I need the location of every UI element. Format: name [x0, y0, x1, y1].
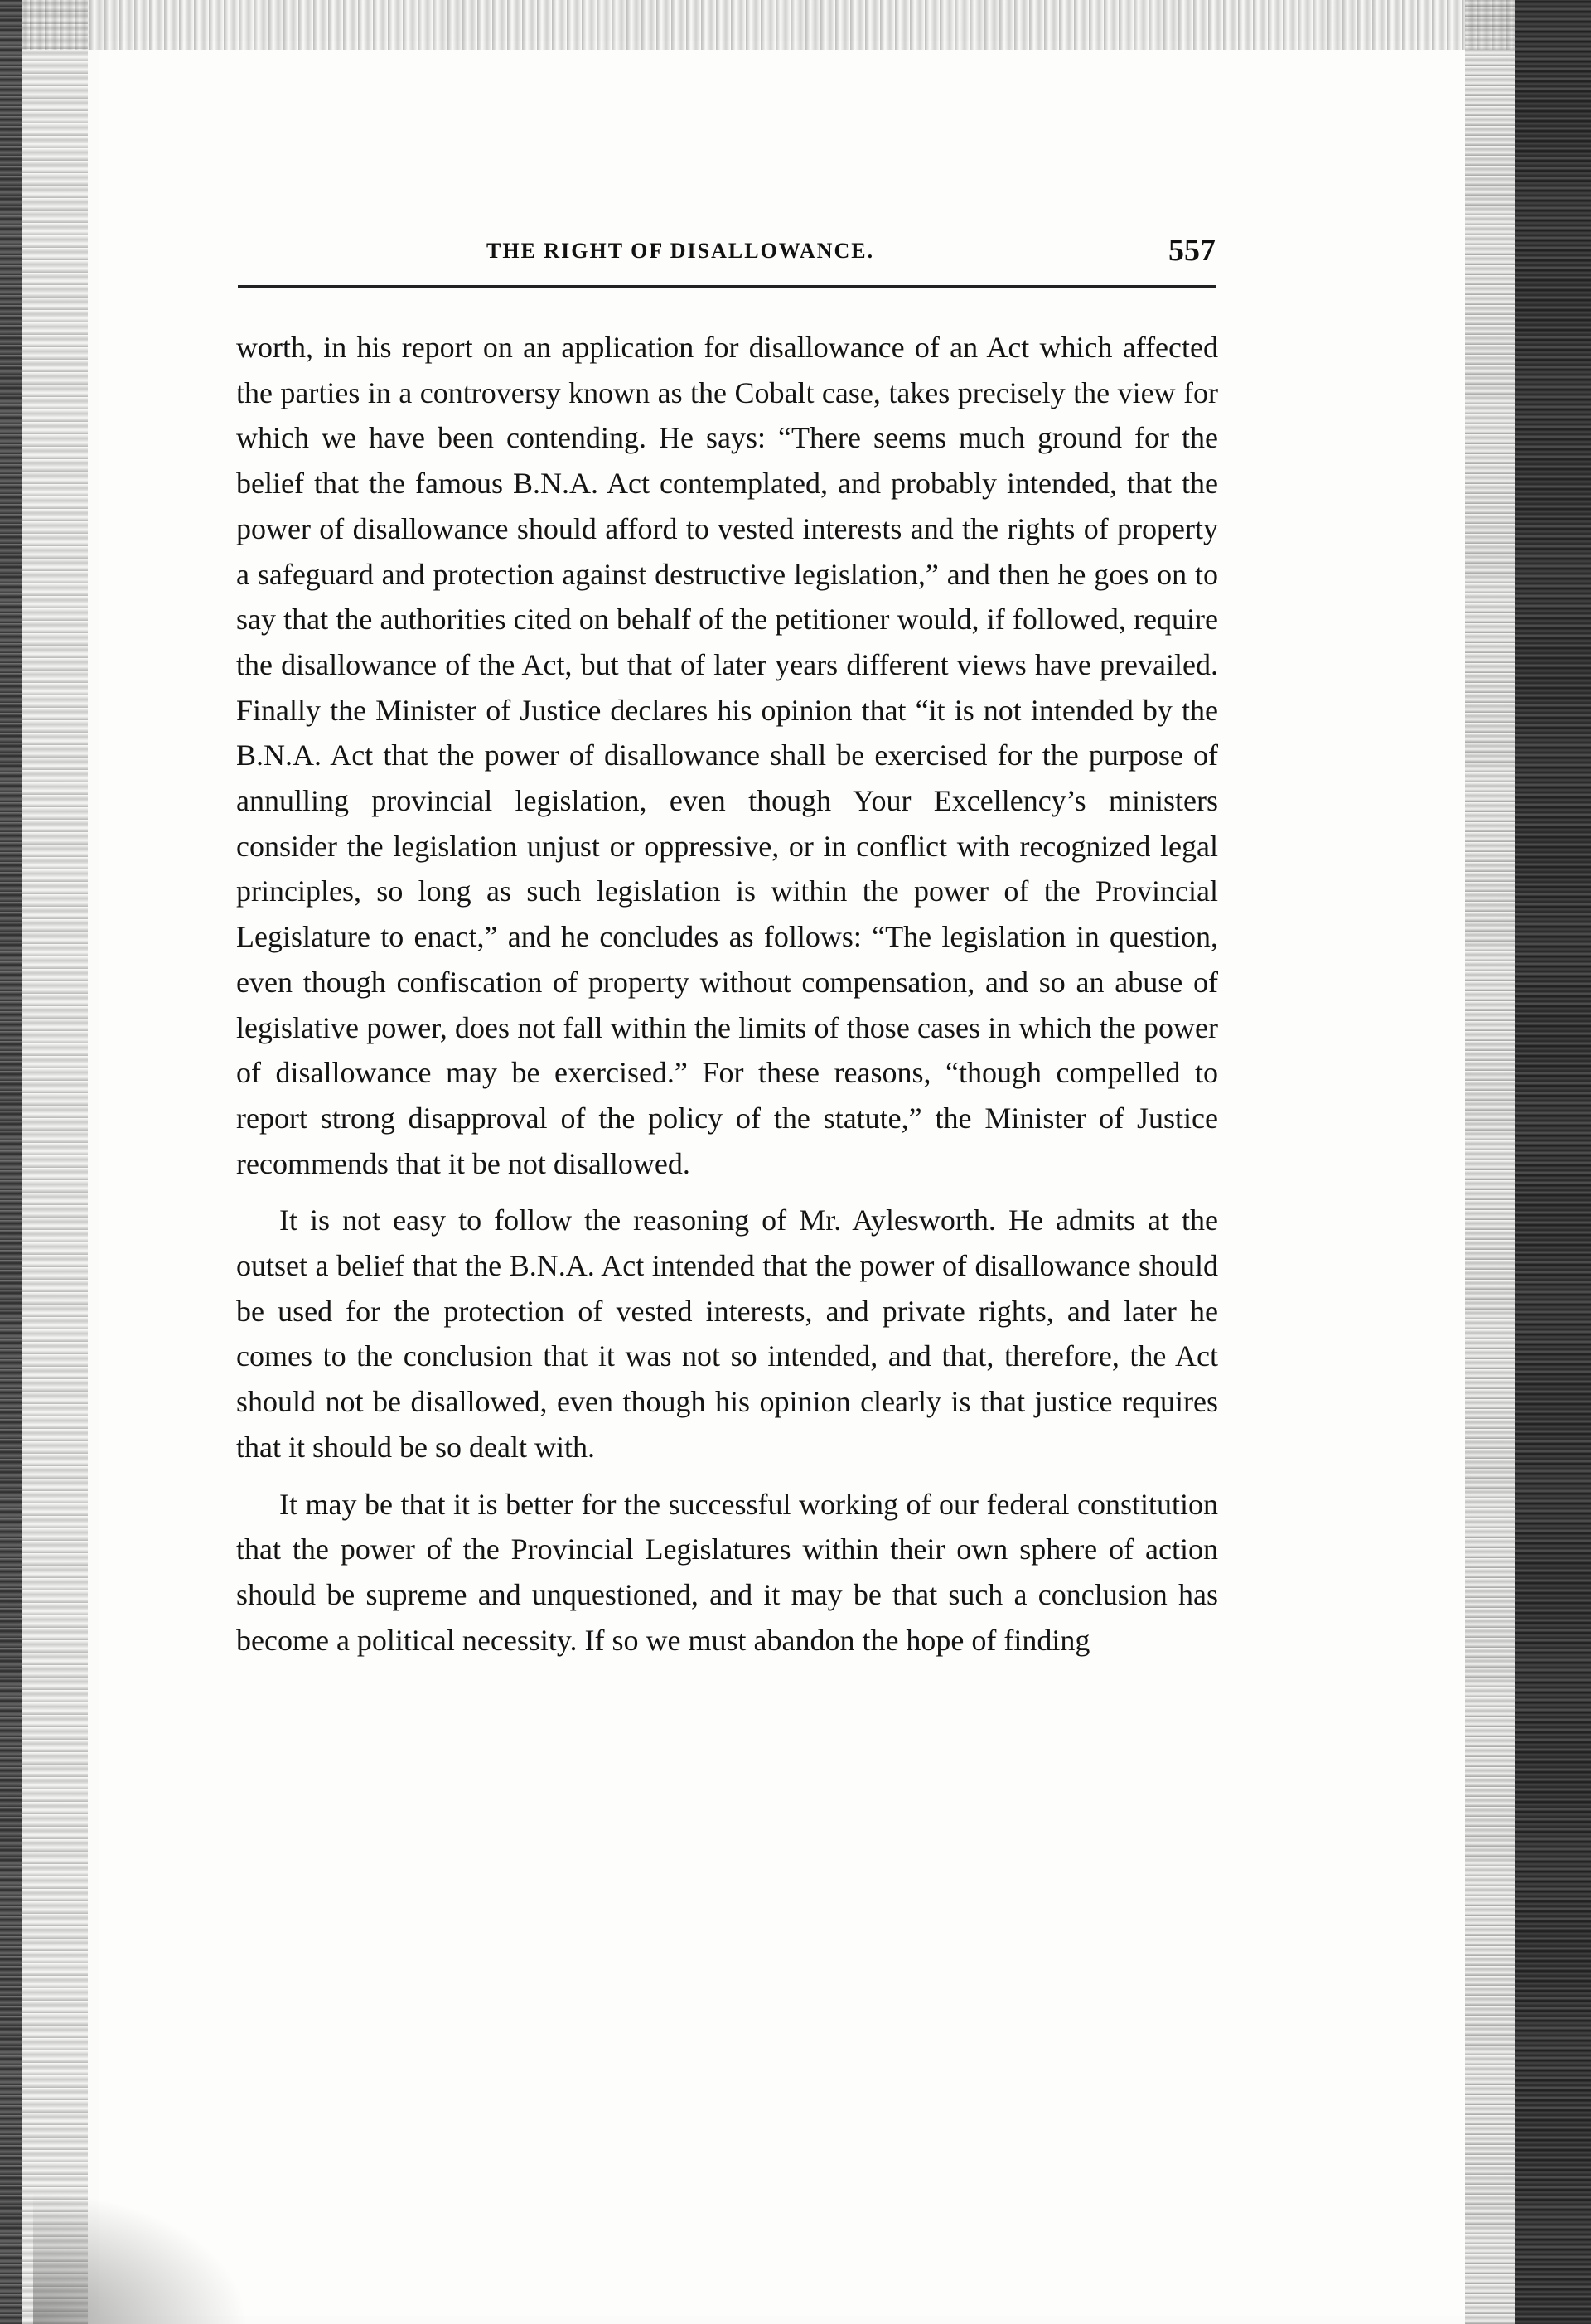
scan-left-shadow — [22, 0, 88, 2324]
scan-left-edge — [0, 0, 22, 2324]
paragraph-1: worth, in his report on an application for disallowance of an Act which affected the parties in a controversy known as the Cobalt case, takes precisely the view for which we have been contending. He says: “There seems much ground for the belief that the famous B.N.A. Act contemplated, and probably intended, that the power of disallowance should afford to vested interests and the rights of property a safeguard and protection against destructive legislation,” and then he goes on to say that the authorities cited on behalf of the petitioner would, if followed, require the disallowance of the Act, but that of later years different views have prevailed. Finally the Minister of Justice declares his opinion that “it is not intended by the B.N.A. Act that the power of disallowance shall be exercised for the purpose of annulling provincial legislation, even though Your Excellency’s ministers consider the legislation unjust or oppressive, or in conflict with recognized legal principles, so long as such legislation is within the power of the Provincial Legislature to enact,” and he concludes as follows: “The legislation in question, even though confiscation of property without compensation, and so an abuse of legislative power, does not fall within the limits of those cases in which the power of disallowance may be exercised.” For these reasons, “though compelled to report strong disapproval of the policy of the statute,” the Minister of Justice recommends that it be not disallowed. — [236, 331, 1218, 1180]
scan-corner-smudge — [33, 2191, 249, 2324]
header-rule — [238, 285, 1216, 288]
page-number: 557 — [1168, 233, 1216, 268]
paragraph-3: It may be that it is better for the successful working of our federal constitution that the power of the Provincial Legislatures within their own sphere of action should be supreme and unquestioned, and it may be that such a conclusion has become a political necessity. If so we must abandon the hope of finding — [236, 1487, 1218, 1657]
scan-right-shadow — [1465, 0, 1515, 2324]
body-text — [236, 325, 1218, 1674]
scan-right-edge — [1515, 0, 1591, 2324]
page-header — [238, 232, 1216, 282]
paragraph-2: It is not easy to follow the reasoning of Mr. Aylesworth. He admits at the outset a belief that the B.N.A. Act intended that the power of disallowance should be used for the protection of vested interests, and private rights, and later he comes to the conclusion that it was not so intended, and that, therefore, the Act should not be disallowed, even though his opinion clearly is that justice requires that it should be so dealt with. — [236, 1203, 1218, 1464]
running-title: THE RIGHT OF DISALLOWANCE. — [486, 239, 875, 263]
scan-top-edge — [0, 0, 1591, 50]
